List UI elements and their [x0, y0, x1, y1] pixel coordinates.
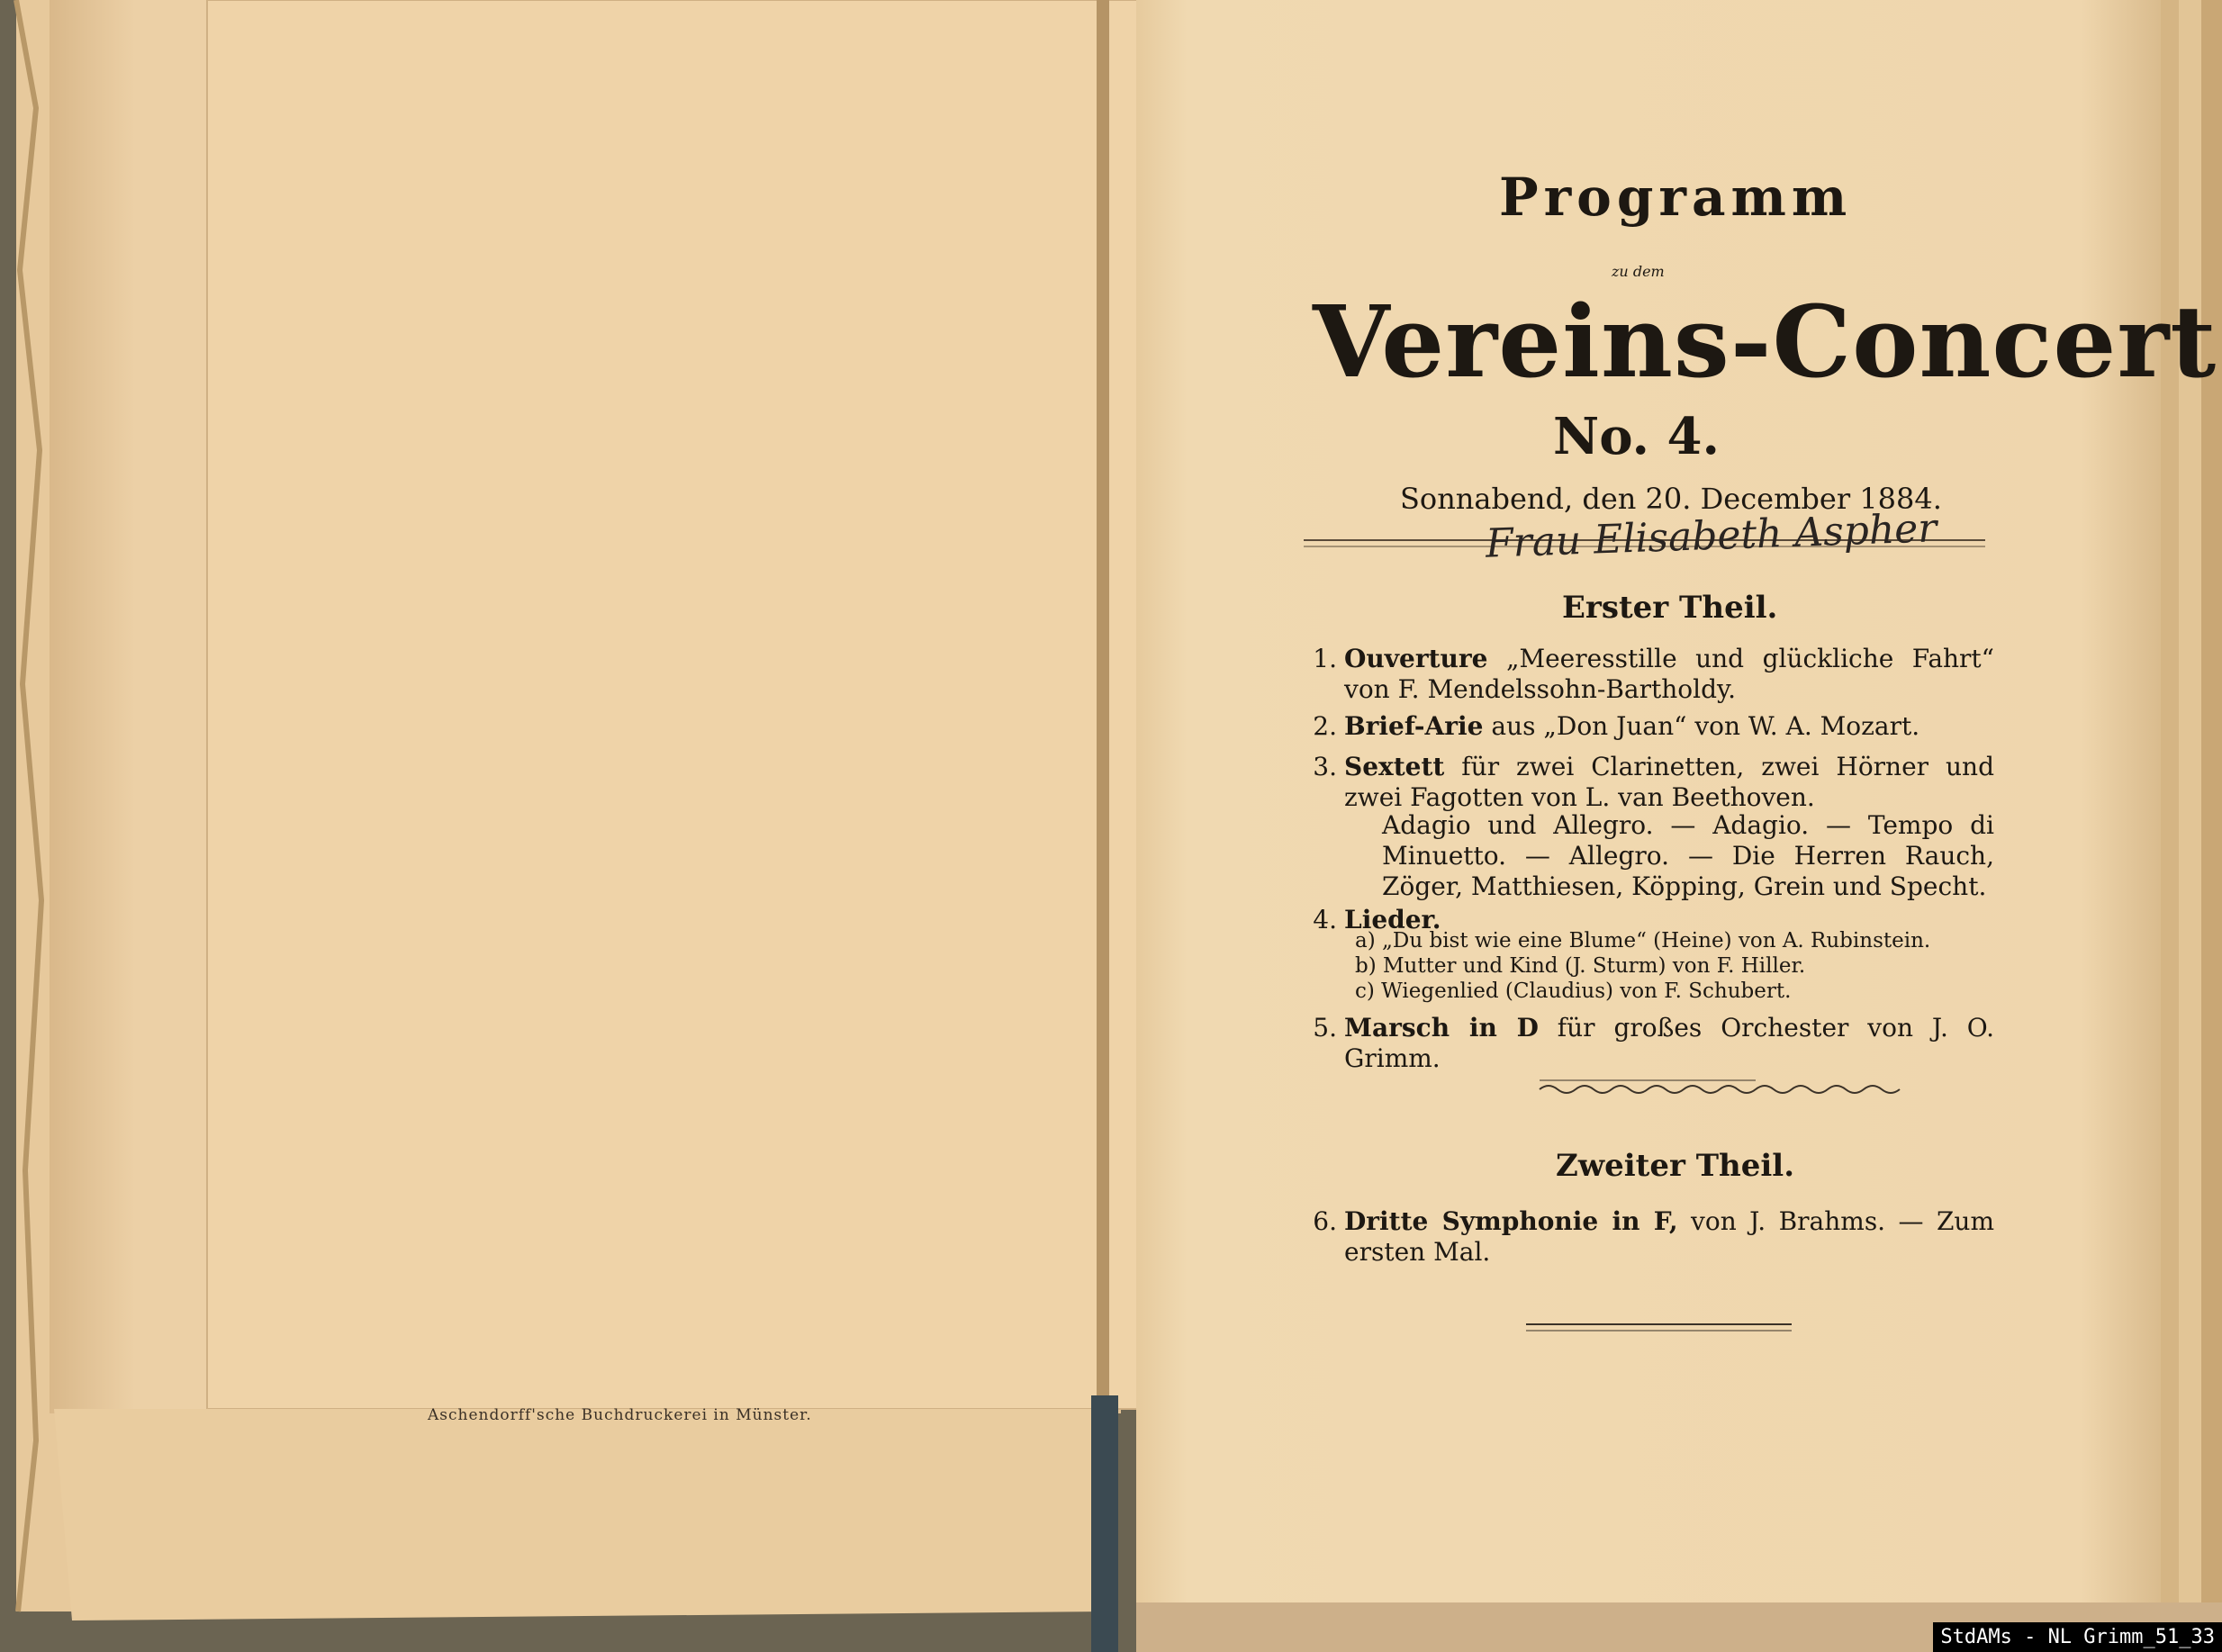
item-title: Lieder.	[1344, 905, 1441, 934]
book-spine	[1091, 1395, 1118, 1652]
archive-label: StdAMs - NL Grimm_51_33	[1933, 1622, 2222, 1652]
item-title: Dritte Symphonie in F,	[1344, 1206, 1678, 1236]
item-body	[1344, 711, 1994, 742]
lied-c: c) Wiegenlied (Claudius) von F. Schubert.	[1355, 979, 1792, 1003]
item-detail: Adagio und Allegro. — Adagio. — Tempo di Minuetto. — Allegro. — Die Herren Rauch, Zöger, Matthiesen, Köpping, Grein und Specht.	[1382, 810, 1994, 901]
item-number: 3.	[1313, 752, 1337, 781]
concert-date: Sonnabend, den 20. December 1884.	[1400, 482, 1942, 516]
concert-number: No. 4.	[1553, 407, 1721, 466]
part1-title: Erster Theil.	[1562, 590, 1778, 626]
item-number: 2.	[1313, 711, 1337, 741]
item-title: Ouverture	[1344, 644, 1488, 673]
program-item-3-detail	[1382, 810, 1994, 900]
item-number: 1.	[1313, 644, 1337, 673]
item-body	[1344, 644, 1994, 705]
left-torn-edge	[54, 1409, 1107, 1620]
item-body	[1344, 1013, 1994, 1074]
item-text: „Meeresstille und glückliche Fahrt“ von F. Mendelssohn-Bartholdy.	[1344, 644, 1994, 704]
concert-title: Vereins-Concert	[1313, 284, 2217, 400]
heading-connector: zu dem	[1612, 263, 1665, 280]
program-item-5	[1301, 1013, 1994, 1073]
lied-a: a) „Du bist wie eine Blume“ (Heine) von A. Rubinstein.	[1355, 929, 1931, 952]
item-title: Sextett	[1344, 752, 1445, 781]
lied-b: b) Mutter und Kind (J. Sturm) von F. Hiller.	[1355, 954, 1806, 978]
program-item-6	[1301, 1206, 1994, 1269]
item-body	[1344, 752, 1994, 813]
handwritten-signature: Frau Elisabeth Aspher	[1485, 505, 1938, 567]
program-item-2	[1301, 711, 1994, 744]
program-item-1	[1301, 644, 1994, 707]
item-text: für zwei Clarinetten, zwei Hörner und zwei Fagotten von L. van Beethoven.	[1344, 752, 1994, 812]
left-page	[207, 0, 1166, 1409]
program-heading: Programm	[1499, 167, 1853, 228]
program-item-3	[1301, 752, 1994, 815]
item-text: für großes Orchester von J. O. Grimm.	[1344, 1013, 1994, 1073]
item-number: 4.	[1313, 905, 1337, 934]
item-number: 6.	[1313, 1206, 1337, 1236]
item-text: aus „Don Juan“ von W. A. Mozart.	[1491, 711, 1920, 741]
part2-title: Zweiter Theil.	[1556, 1148, 1795, 1184]
item-title: Marsch in D	[1344, 1013, 1539, 1043]
imprint-text: Aschendorff'sche Buchdruckerei in Münster.	[428, 1406, 812, 1424]
item-title: Brief-Arie	[1344, 711, 1484, 741]
item-body	[1344, 1206, 1994, 1268]
item-number: 5.	[1313, 1013, 1337, 1043]
item-text: von J. Brahms. — Zum ersten Mal.	[1344, 1206, 1995, 1267]
